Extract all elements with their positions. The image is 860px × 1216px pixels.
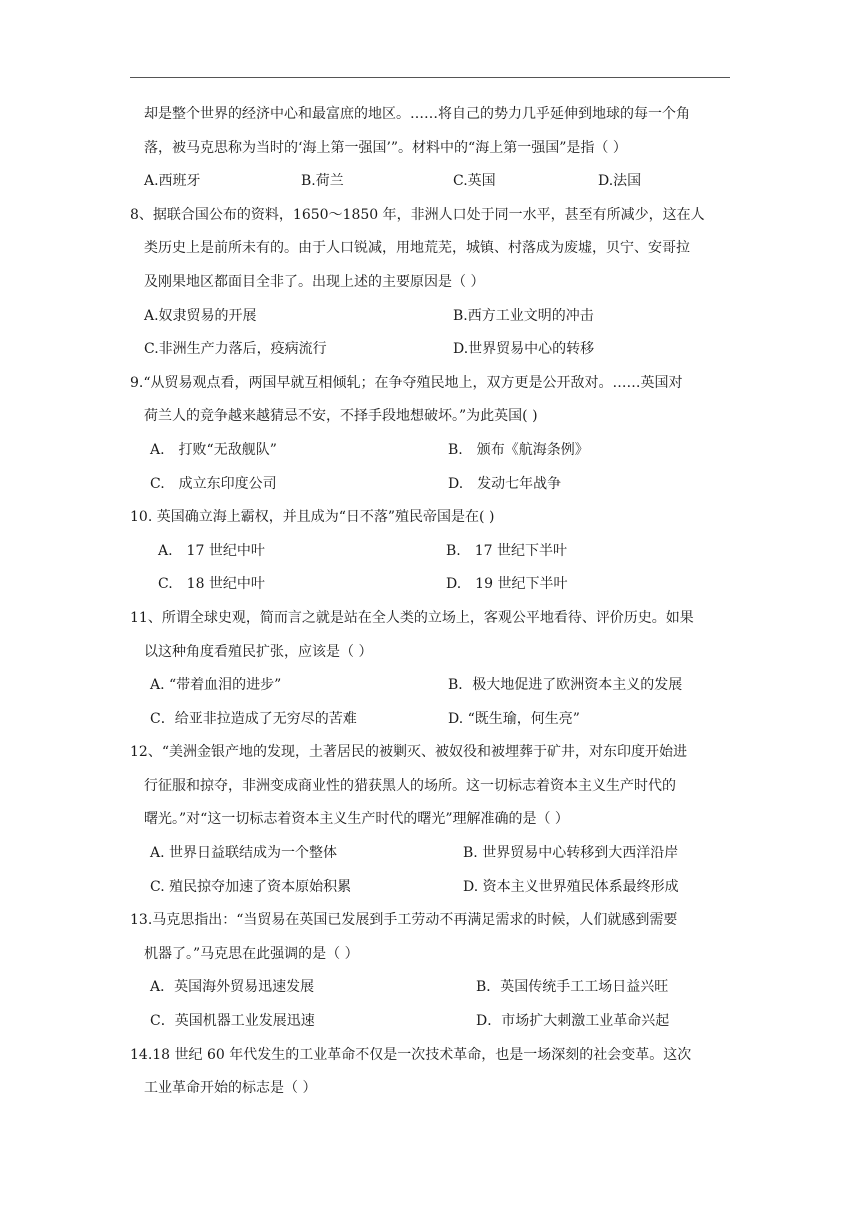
question-8-line-3: 及刚果地区都面目全非了。出现上述的主要原因是（ ） bbox=[144, 273, 485, 290]
option-a[interactable]: A. “带着血泪的进步” bbox=[150, 677, 282, 694]
option-c[interactable]: C. 成立东印度公司 bbox=[150, 475, 277, 492]
question-12-line-2: 行征服和掠夺，非洲变成商业性的猎获黑人的场所。这一切标志着资本主义生产时代的 bbox=[144, 777, 676, 794]
question-13-line-2: 机器了。”马克思在此强调的是（ ） bbox=[144, 945, 359, 962]
option-d[interactable]: D．市场扩大刺激工业革命兴起 bbox=[476, 1013, 670, 1030]
option-d[interactable]: D.世界贸易中心的转移 bbox=[453, 341, 595, 358]
question-8-options-row-2 bbox=[130, 333, 770, 367]
question-12-line-3: 曙光。”对“这一切标志着资本主义生产时代的曙光”理解准确的是（ ） bbox=[144, 811, 569, 828]
option-b[interactable]: B. 颁布《航海条例》 bbox=[448, 441, 589, 458]
question-13-stem: 13.马克思指出：“当贸易在英国已发展到手工劳动不再满足需求的时候，人们就感到需要 bbox=[130, 912, 678, 929]
question-7-line-1: 却是整个世界的经济中心和最富庶的地区。……将自己的势力几乎延伸到地球的每一个角 bbox=[144, 106, 690, 122]
question-10-stem: 10. 英国确立海上霸权，并且成为“日不落”殖民帝国是在( ) bbox=[130, 509, 495, 526]
header-rule bbox=[130, 77, 730, 78]
question-12-options-row-1 bbox=[130, 837, 770, 871]
option-b[interactable]: B．极大地促进了欧洲资本主义的发展 bbox=[448, 677, 683, 694]
question-8-line-2: 类历史上是前所未有的。由于人口锐减，用地荒芜，城镇、村落成为废墟，贝宁、安哥拉 bbox=[144, 240, 690, 257]
option-a[interactable]: A.西班牙 bbox=[144, 173, 201, 190]
question-11-options-row-1 bbox=[130, 669, 770, 703]
option-d[interactable]: D. 资本主义世界殖民体系最终形成 bbox=[463, 878, 679, 895]
option-c[interactable]: C.非洲生产力落后，疫病流行 bbox=[144, 341, 327, 358]
question-8-stem: 8、据联合国公布的资料，1650～1850 年，非洲人口处于同一水平，甚至有所减少，这在人 bbox=[130, 206, 705, 223]
option-b[interactable]: B．英国传统手工工场日益兴旺 bbox=[476, 979, 669, 996]
option-c[interactable]: C. 18 世纪中叶 bbox=[158, 576, 265, 593]
question-9-line-2: 荷兰人的竞争越来越猜忌不安，不择手段地想破坏。”为此英国( ) bbox=[144, 408, 538, 425]
question-10-options-row-1 bbox=[130, 535, 770, 569]
exam-content bbox=[130, 98, 770, 1106]
option-d[interactable]: D. 19 世纪下半叶 bbox=[446, 576, 568, 593]
option-b[interactable]: B. 世界贸易中心转移到大西洋沿岸 bbox=[463, 845, 679, 862]
option-b[interactable]: B.西方工业文明的冲击 bbox=[453, 307, 594, 324]
question-13-options-row-1 bbox=[130, 971, 770, 1005]
option-d[interactable]: D. 发动七年战争 bbox=[448, 475, 562, 492]
question-9-options-row-1 bbox=[130, 434, 770, 468]
option-a[interactable]: A. 世界日益联结成为一个整体 bbox=[150, 845, 338, 862]
option-a[interactable]: A.奴隶贸易的开展 bbox=[144, 307, 257, 324]
question-14-stem: 14.18 世纪 60 年代发生的工业革命不仅是一次技术革命，也是一场深刻的社会变革。这次 bbox=[130, 1046, 692, 1063]
question-7-line-2: 落，被马克思称为当时的‘海上第一强国’”。材料中的“海上第一强国”是指（ ） bbox=[144, 139, 627, 156]
option-c[interactable]: C．英国机器工业发展迅速 bbox=[150, 1013, 315, 1030]
option-b[interactable]: B.荷兰 bbox=[301, 173, 344, 190]
question-10-options-row-2 bbox=[130, 568, 770, 602]
option-a[interactable]: A．英国海外贸易迅速发展 bbox=[150, 979, 315, 996]
question-11-stem: 11、所谓全球史观，简而言之就是站在全人类的立场上，客观公平地看待、评价历史。如果 bbox=[130, 609, 694, 626]
question-12-options-row-2 bbox=[130, 871, 770, 905]
question-14-line-2: 工业革命开始的标志是（ ） bbox=[144, 1080, 317, 1097]
question-8-options-row-1 bbox=[130, 300, 770, 334]
question-13-options-row-2 bbox=[130, 1005, 770, 1039]
option-c[interactable]: C.英国 bbox=[453, 173, 496, 190]
option-d[interactable]: D. “既生瑜，何生亮” bbox=[448, 710, 580, 727]
question-12-stem: 12、“美洲金银产地的发现，土著居民的被剿灭、被奴役和被埋葬于矿井，对东印度开始进 bbox=[130, 744, 687, 761]
question-11-options-row-2 bbox=[130, 703, 770, 737]
question-9-stem: 9.“从贸易观点看，两国早就互相倾轧；在争夺殖民地上，双方更是公开敌对。……英国对 bbox=[130, 374, 683, 391]
question-9-options-row-2 bbox=[130, 468, 770, 502]
option-c[interactable]: C. 殖民掠夺加速了资本原始积累 bbox=[150, 878, 352, 895]
option-a[interactable]: A. 17 世纪中叶 bbox=[158, 542, 265, 559]
option-b[interactable]: B. 17 世纪下半叶 bbox=[446, 542, 568, 559]
question-11-line-2: 以这种角度看殖民扩张，应该是（ ） bbox=[144, 643, 373, 660]
question-7-options bbox=[130, 165, 770, 199]
option-c[interactable]: C．给亚非拉造成了无穷尽的苦难 bbox=[150, 710, 357, 727]
option-d[interactable]: D.法国 bbox=[598, 173, 642, 190]
option-a[interactable]: A. 打败“无敌舰队” bbox=[150, 441, 277, 458]
